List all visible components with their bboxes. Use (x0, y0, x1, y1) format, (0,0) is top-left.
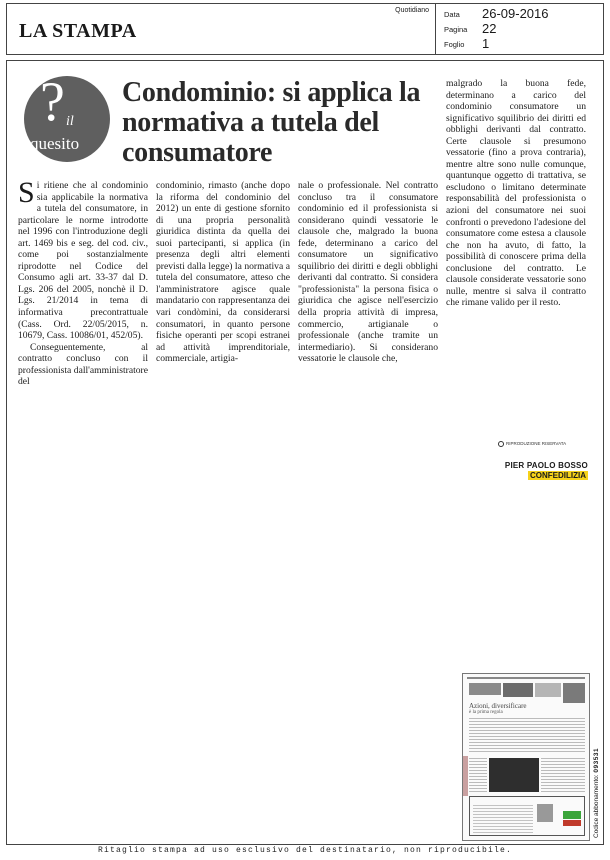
paragraph: nale o professionale. Nel contratto concluso tra il consumatore condominio ed il professionista si considerano quindi vessatorie le clausole che, malgrado la buona fede, determinano a carico del consumatore un significativo squilibrio dei diritti e degli obblighi derivanti dal contratto. Si considera "professionista" la persona fisica o giuridica che agisce nell'esercizio della propria attività di impresa, commercio, artigianale o professionale (anche tramite un intermediario). Si considerano vessatorie le clausole che, (298, 180, 438, 365)
thumb-red-mark (563, 820, 581, 826)
thumb-photo (535, 683, 561, 697)
meta-key: Data (444, 10, 460, 19)
thumb-text-block (541, 758, 585, 792)
thumb-text-block (469, 718, 585, 754)
thumb-photo (563, 683, 585, 703)
metadata-box (435, 4, 603, 54)
subscription-code-value: 093531 (593, 747, 600, 773)
badge-label: quesito (30, 134, 80, 153)
thumb-side-strip (463, 756, 468, 796)
thumb-rule (467, 677, 585, 679)
badge-il: il (66, 114, 74, 129)
copyright-icon (498, 441, 504, 447)
quesito-badge (24, 76, 110, 162)
thumb-photo (469, 683, 501, 695)
drop-cap: S (18, 176, 35, 209)
newspaper-masthead: LA STAMPA (19, 20, 137, 42)
page-thumbnail (462, 673, 590, 841)
question-mark-icon: ? (40, 76, 65, 133)
article-column-1 (18, 176, 148, 388)
paragraph-text: i ritiene che al condominio sia applicabile la normativa a tutela del consumatore, in particolare le norme introdotte nel 1996 con l'introduzione degli art. 1469 bis e seg. del cod. civ., come poi sostanzialmente riprodotte nel Codice del Consumo agli art. 33-37 dal D. Lgs. 206 del 2005, nonchè il D. Lgs. 21/2014 in tema di informativa precontrattuale (Cass. Ord. 22/05/2015, n. 10679, Cass. 10086/01, 452/05). (18, 180, 148, 342)
masthead-area (7, 4, 435, 54)
meta-value: 26-09-2016 (482, 6, 549, 21)
meta-key: Pagina (444, 25, 468, 34)
copyright-text: RIPRODUZIONE RISERVATA (506, 441, 567, 447)
copyright-note (498, 441, 566, 447)
thumb-photo (503, 683, 533, 697)
paragraph: condominio, rimasto (anche dopo la riforma del condominio del 2012) un ente di gestione sfornito di una propria personalità giuridica distinta da quella dei suoi partecipanti, si applica (in presenza degli altri elementi previsti dalla legge) la normativa a tutela del consumatore, atteso che l'amministratore agisce quale mandatario con rappresentanza dei vari condòmini, da considerarsi consumatori, in quanto persone fisiche operanti per scopi estranei ad attività imprenditoriale, commerciale, artigia- (156, 180, 290, 365)
meta-value: 1 (482, 36, 490, 51)
article-column-3 (298, 180, 438, 365)
thumb-dark-box (489, 758, 539, 792)
thumb-subtitle: è la prima regola (469, 710, 503, 715)
thumb-green-mark (563, 811, 581, 819)
meta-key: Foglio (444, 40, 465, 49)
meta-value: 22 (482, 21, 497, 36)
article-column-4 (446, 78, 586, 309)
paragraph (18, 176, 148, 342)
article-column-2 (156, 180, 290, 365)
subscription-code-label: Codice abbonamento: (593, 774, 600, 838)
author-name: PIER PAOLO BOSSO (504, 461, 588, 470)
article-headline: Condominio: si applica la normativa a tutela del consumatore (122, 77, 421, 168)
thumb-text-block (473, 805, 533, 833)
paragraph: malgrado la buona fede, determinano a carico del condominio consumatore un significativo squilibrio dei diritti ed obblighi derivanti dal contratto. Certe clausole si presumono vessatorie (fino a prova contraria), mentre altre sono nulle comunque, quantunque oggetto di trattativa, se escludono o limitano determinate responsabilità del professionista o azioni del consumatore nei suoi confronti o prevedono l'adesione del consumatore come estesa a clausole che non ha avuto, di fatto, la possibilità di conoscere prima della conclusione del contratto. Le clausole considerate vessatorie sono nulle, mentre si salva il contratto che rimane valido per il resto. (446, 78, 586, 309)
document-header (6, 3, 604, 55)
thumb-photo (537, 804, 553, 822)
paragraph: Conseguentemente, al contratto concluso con il professionista dall'amministratore del (18, 341, 148, 388)
publication-type: Quotidiano (395, 7, 429, 14)
thumb-text-block (469, 758, 487, 792)
subscription-code (593, 748, 600, 838)
thumb-title: Azioni, diversificare (469, 702, 527, 710)
author-organization: CONFEDILIZIA (530, 471, 586, 480)
clipping-footer: Ritaglio stampa ad uso esclusivo del destinatario, non riproducibile. (97, 846, 513, 855)
